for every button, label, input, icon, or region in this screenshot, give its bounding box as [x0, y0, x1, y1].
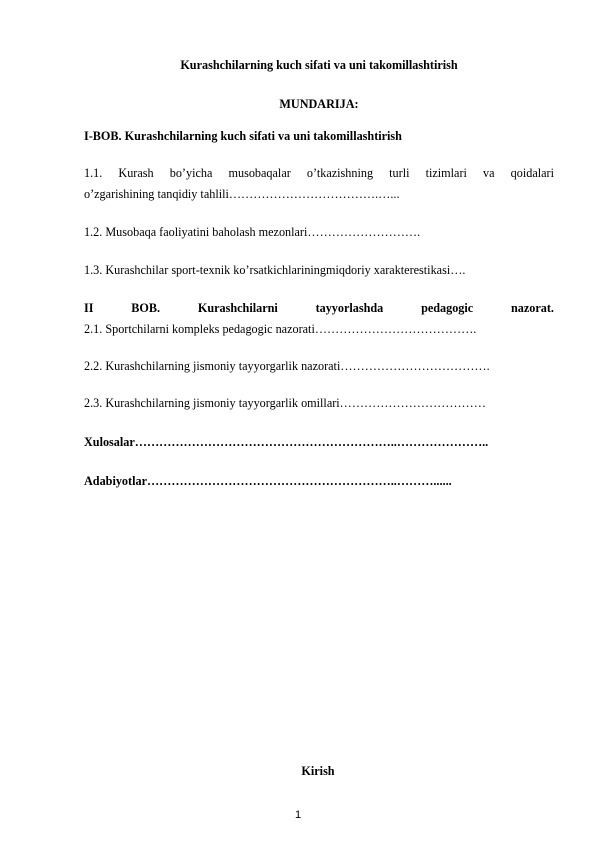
toc-chapter-2-word: BOB. [131, 301, 161, 315]
toc-references: Adabiyotlar……………………………………………………..………...... [84, 474, 452, 488]
toc-chapter-2-word: tayyorlashda [315, 301, 384, 315]
toc-chapter-1: I-BOB. Kurashchilarning kuch sifati va uni takomillashtirish [84, 129, 402, 143]
toc-chapter-2-word: nazorat. [510, 301, 554, 315]
toc-chapter-2-word: Kurashchilarni [197, 301, 278, 315]
toc-item-2-1: 2.1. Sportchilarni kompleks pedagogic nazorati…………………………………. [84, 322, 477, 336]
toc-conclusions: Xulosalar………………………………………………………..………………….. [84, 435, 489, 449]
toc-item-1-2: 1.2. Musobaqa faoliyatini baholash mezonlari………………………. [84, 225, 421, 239]
intro-heading: Kirish [301, 764, 335, 778]
document-title: Kurashchilarning kuch sifati va uni takomillashtirish [180, 58, 458, 72]
toc-item-2-2: 2.2. Kurashchilarning jismoniy tayyorgarlik nazorati………………………………. [84, 359, 490, 373]
toc-item-1-1-line2: o’zgarishining tanqidiy tahlili……………………………….…... [84, 187, 400, 201]
toc-chapter-2 [84, 301, 554, 316]
page-number: 1 [294, 809, 302, 821]
toc-chapter-2-word: pedagogic [421, 301, 474, 315]
toc-chapter-2-word: II [84, 301, 94, 315]
toc-item-1-3: 1.3. Kurashchilar sport-texnik ko’rsatkichlariningmiqdoriy xarakterestikasi…. [84, 263, 466, 277]
toc-item-1-1-line1: 1.1. Kurash bo’yicha musobaqalar o’tkazishning turli tizimlari va qoidalari [84, 166, 554, 180]
contents-heading: MUNDARIJA: [279, 97, 359, 111]
toc-item-2-3: 2.3. Kurashchilarning jismoniy tayyorgarlik omillari……………………………… [84, 396, 486, 410]
